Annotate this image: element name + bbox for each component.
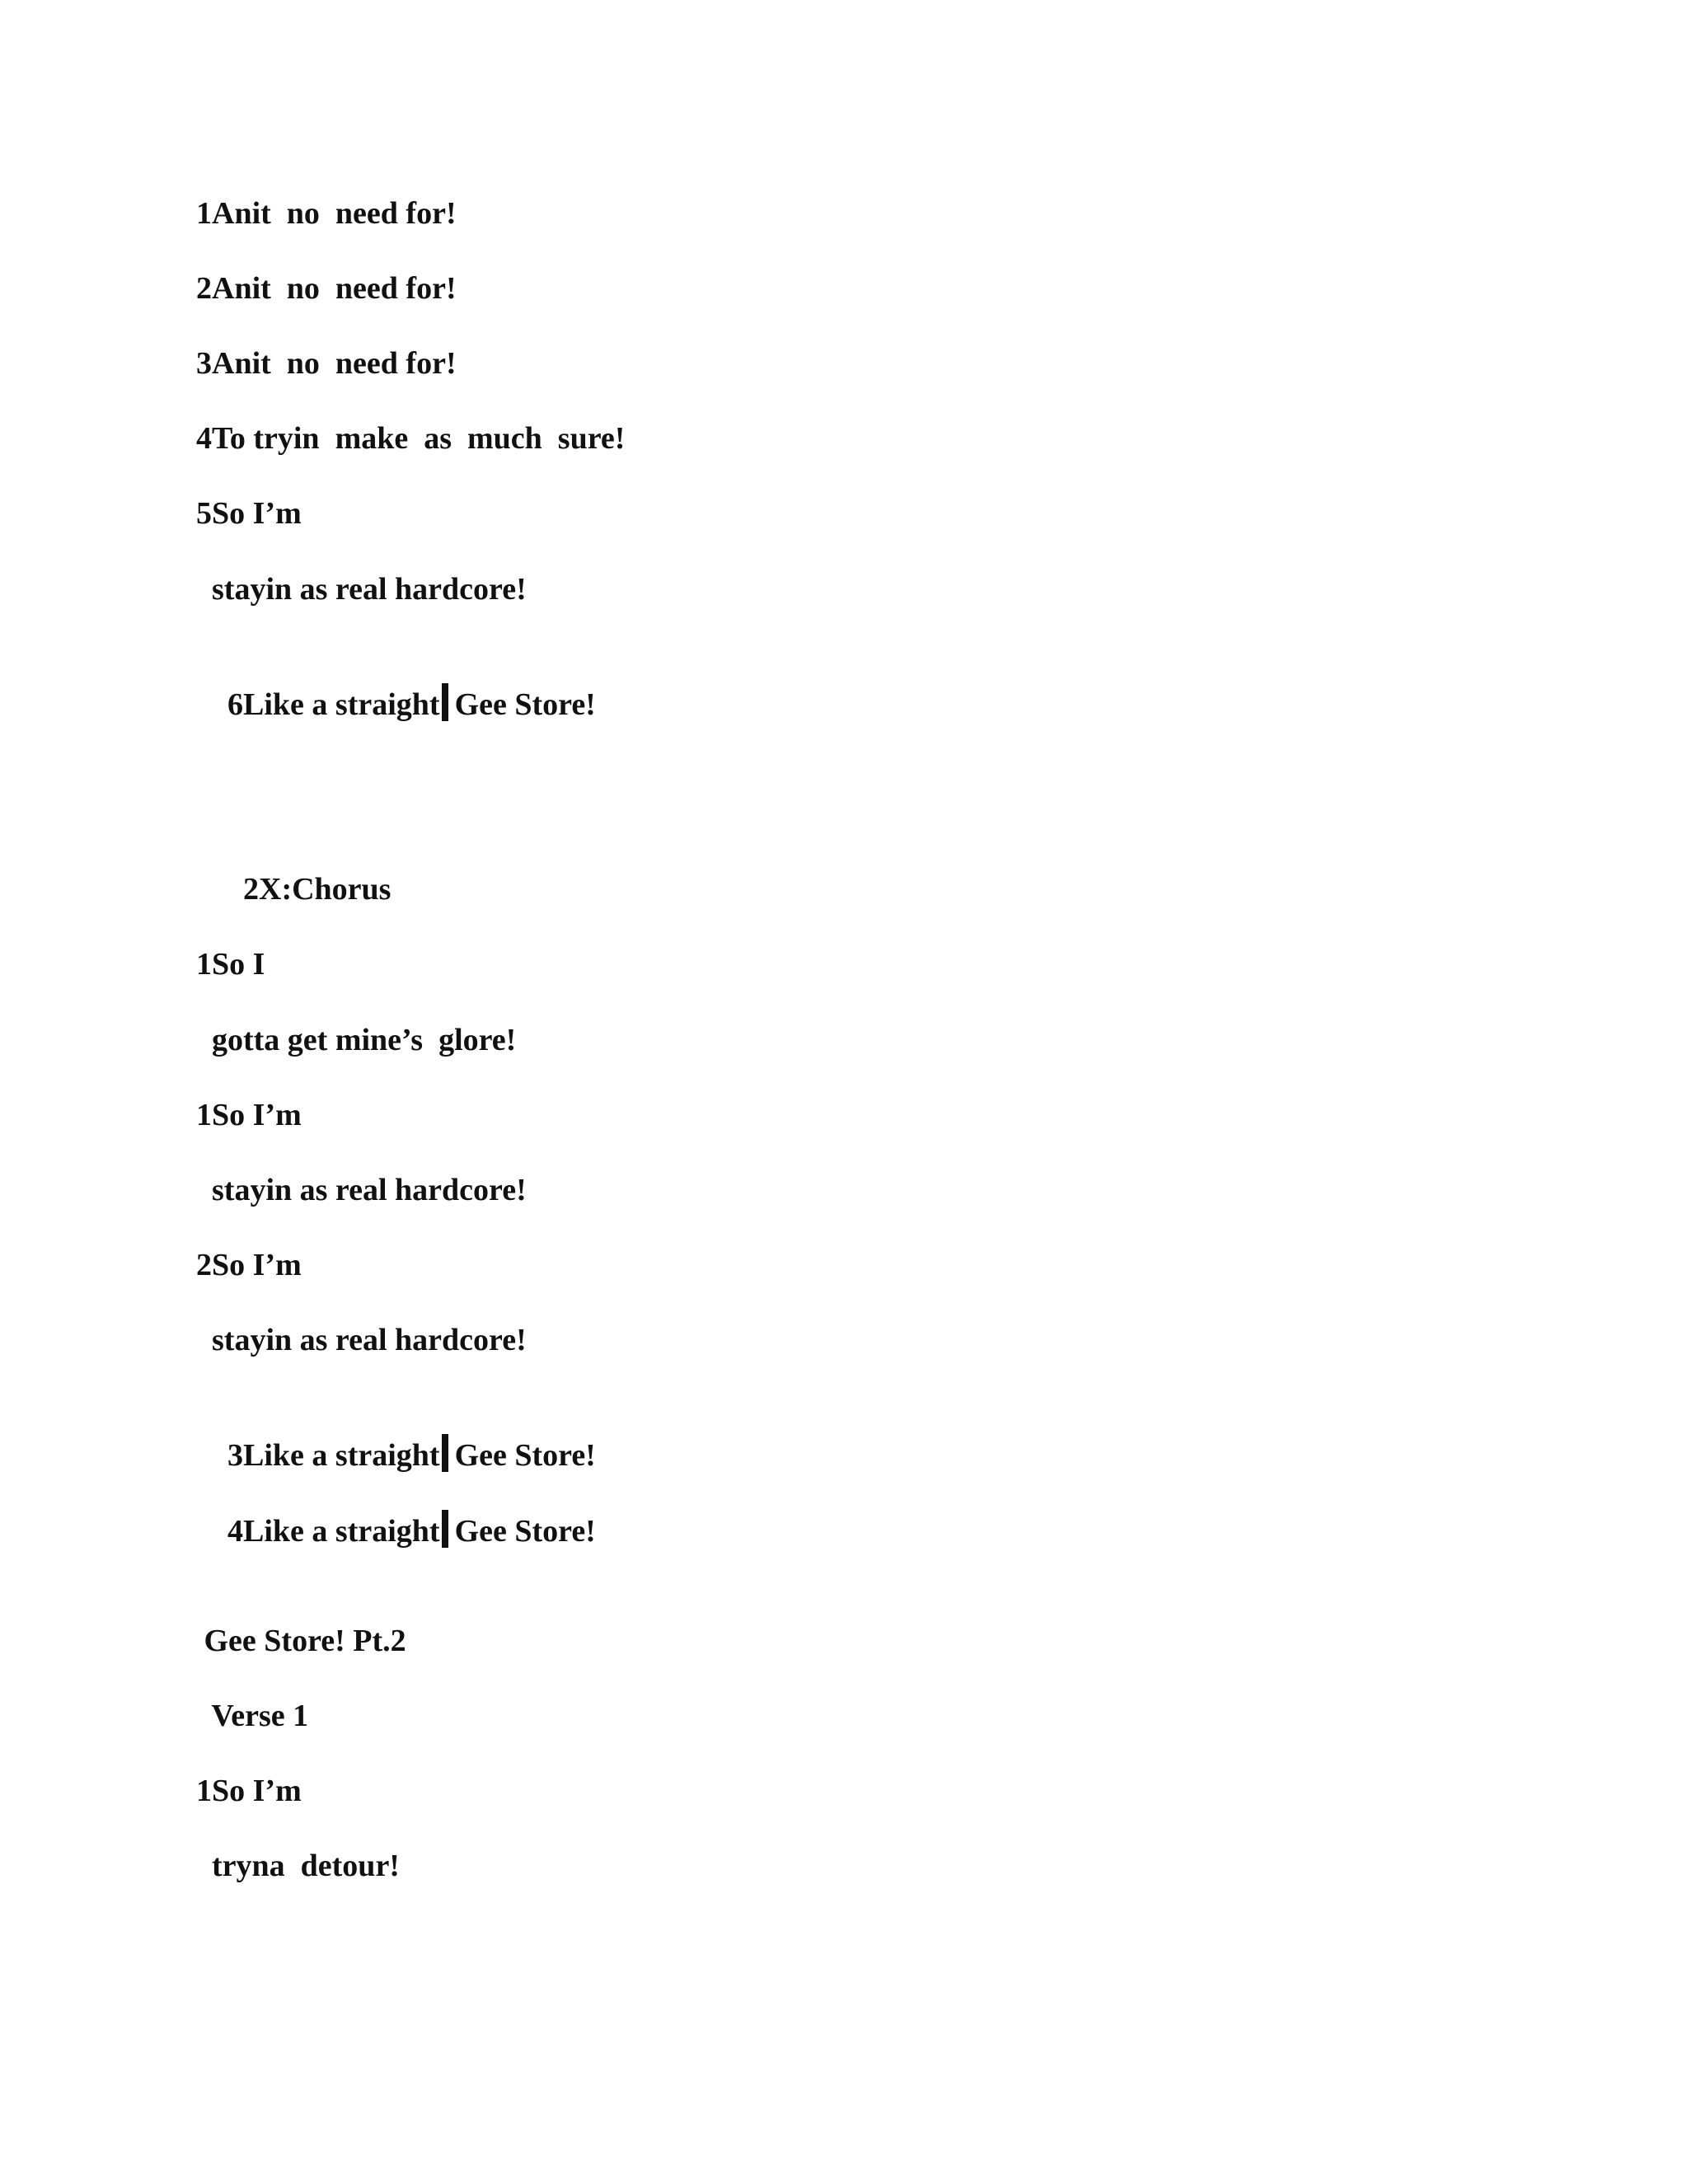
lyric-text: 4Like a straight <box>227 1514 440 1549</box>
lyric-line: tryna detour! <box>196 1849 400 1883</box>
lyric-text: 6Like a straight <box>227 687 440 722</box>
lyric-line: 4To tryin make as much sure! <box>196 421 626 456</box>
section-heading: Verse 1 <box>196 1699 309 1733</box>
lyric-line: 2So I’m <box>196 1248 302 1282</box>
lyric-line: stayin as real hardcore! <box>196 1173 527 1207</box>
lyric-text: Gee Store! <box>454 687 596 722</box>
lyric-line: gotta get mine’s glore! <box>196 1023 517 1057</box>
lyric-text: Gee Store! <box>454 1514 596 1549</box>
text-cursor-mark <box>442 1434 448 1472</box>
text-cursor-mark <box>442 683 448 721</box>
lyric-line: 1So I’m <box>196 1098 302 1132</box>
lyric-line: 1So I <box>196 947 265 982</box>
lyric-text: 3Like a straight <box>227 1438 440 1473</box>
section-heading: 2X:Chorus <box>196 872 392 907</box>
lyric-line: 1Anit no need for! <box>196 196 457 231</box>
lyric-line <box>196 1472 596 1588</box>
lyric-line: stayin as real hardcore! <box>196 572 527 607</box>
lyric-line: stayin as real hardcore! <box>196 1323 527 1357</box>
lyric-line: 3Anit no need for! <box>196 346 457 381</box>
lyric-line: 1So I’m <box>196 1774 302 1808</box>
lyric-text: Gee Store! <box>454 1438 596 1473</box>
song-title: Gee Store! Pt.2 <box>196 1624 406 1658</box>
lyric-line <box>196 645 596 762</box>
text-cursor-mark <box>442 1510 448 1548</box>
lyric-line: 2Anit no need for! <box>196 271 457 306</box>
lyric-line: 5So I’m <box>196 496 302 531</box>
